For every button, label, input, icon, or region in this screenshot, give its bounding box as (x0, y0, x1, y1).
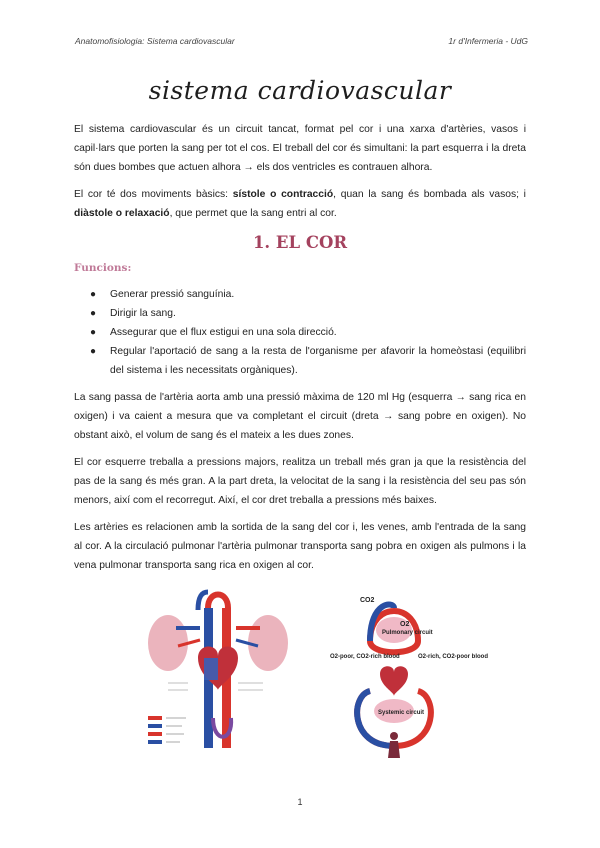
oxygen-poor-label: O2-poor, CO2-rich blood (330, 654, 400, 660)
text-run: El cor té dos moviments bàsics: (74, 189, 233, 200)
header-school: 1r d'Infermeria - UdG (448, 36, 528, 46)
list-item-text: Dirigir la sang. (110, 308, 176, 319)
intro-paragraph-1: El sistema cardiovascular és un circuit tancat, format pel cor i una xarxa d'artèries, vasos i capil·lars que porten la sang per tot el cos. El treball del cor és simultani: la part esquerra i la dreta són dues bombes que actuen alhora → els dos ventricles es contrauen alhora. (74, 124, 526, 173)
section-heading: 1. EL COR (252, 233, 348, 252)
oxygen-rich-label: O2-rich, CO2-poor blood (418, 654, 488, 660)
list-item (74, 323, 526, 342)
bullet-icon: ● (90, 289, 97, 300)
systole-term: sístole o contracció (232, 189, 334, 200)
systemic-circuit-label: Systemic circuit (378, 710, 425, 716)
bullet-icon: ● (90, 308, 97, 319)
functions-list (74, 285, 526, 380)
list-item (74, 304, 526, 323)
list-item-text: Generar pressió sanguínia. (110, 289, 235, 300)
circulation-anatomy-figure (138, 588, 298, 760)
document-body (74, 120, 526, 583)
page-number: 1 (297, 797, 303, 807)
co2-label: CO2 (360, 597, 375, 604)
paragraph-arteries-veins: Les artèries es relacionen amb la sortida de la sang del cor i, les venes, amb l'entrada de la sang al cor. A la circulació pulmonar l'artèria pulmonar transporta sang pobra en oxigen als pulmons i la vena pulmonar transporta sang rica en oxigen al cor. (74, 522, 526, 571)
header-course: Anatomofisiologia: Sistema cardiovascular (75, 36, 235, 46)
circuit-diagram-figure (330, 596, 488, 761)
text-run: , que permet que la sang entri al cor. (169, 208, 337, 219)
figures-area (0, 588, 600, 768)
text-run: , quan la sang és bombada als vasos; i (333, 189, 526, 200)
bullet-icon: ● (90, 327, 97, 338)
page-title: sistema cardiovascular (148, 76, 452, 105)
functions-subheading: Funcions: (74, 262, 132, 274)
list-item-text: Assegurar que el flux estigui en una sola direcció. (110, 327, 337, 338)
paragraph-pressure: La sang passa de l'artèria aorta amb una pressió màxima de 120 ml Hg (esquerra → sang rica en oxigen) i va caient a mesura que va completant el circuit (dreta → sang pobre en oxigen). No obstant això, el volum de sang és el mateix a les dues zones. (74, 392, 526, 441)
intro-paragraph-2 (74, 185, 526, 223)
page-header (75, 36, 528, 50)
bullet-icon: ● (90, 346, 97, 357)
list-item (74, 285, 526, 304)
o2-label: O2 (400, 621, 410, 628)
pulmonary-circuit-label: Pulmonary circuit (382, 630, 433, 636)
paragraph-left-heart: El cor esquerre treballa a pressions majors, realitza un treball més gran ja que la resistència del pas de la sang és més gran. A la part dreta, la velocitat de la sang i la resistència del seu pas són menors, així com el recorregut. Així, el cor dret treballa a pressions més baixes. (74, 457, 526, 506)
list-item-text: Regular l'aportació de sang a la resta de l'organisme per afavorir la homeòstasi (equilibri del sistema i les necessitats orgàniques). (110, 346, 526, 376)
diastole-term: diàstole o relaxació (74, 208, 170, 219)
list-item (74, 342, 526, 380)
